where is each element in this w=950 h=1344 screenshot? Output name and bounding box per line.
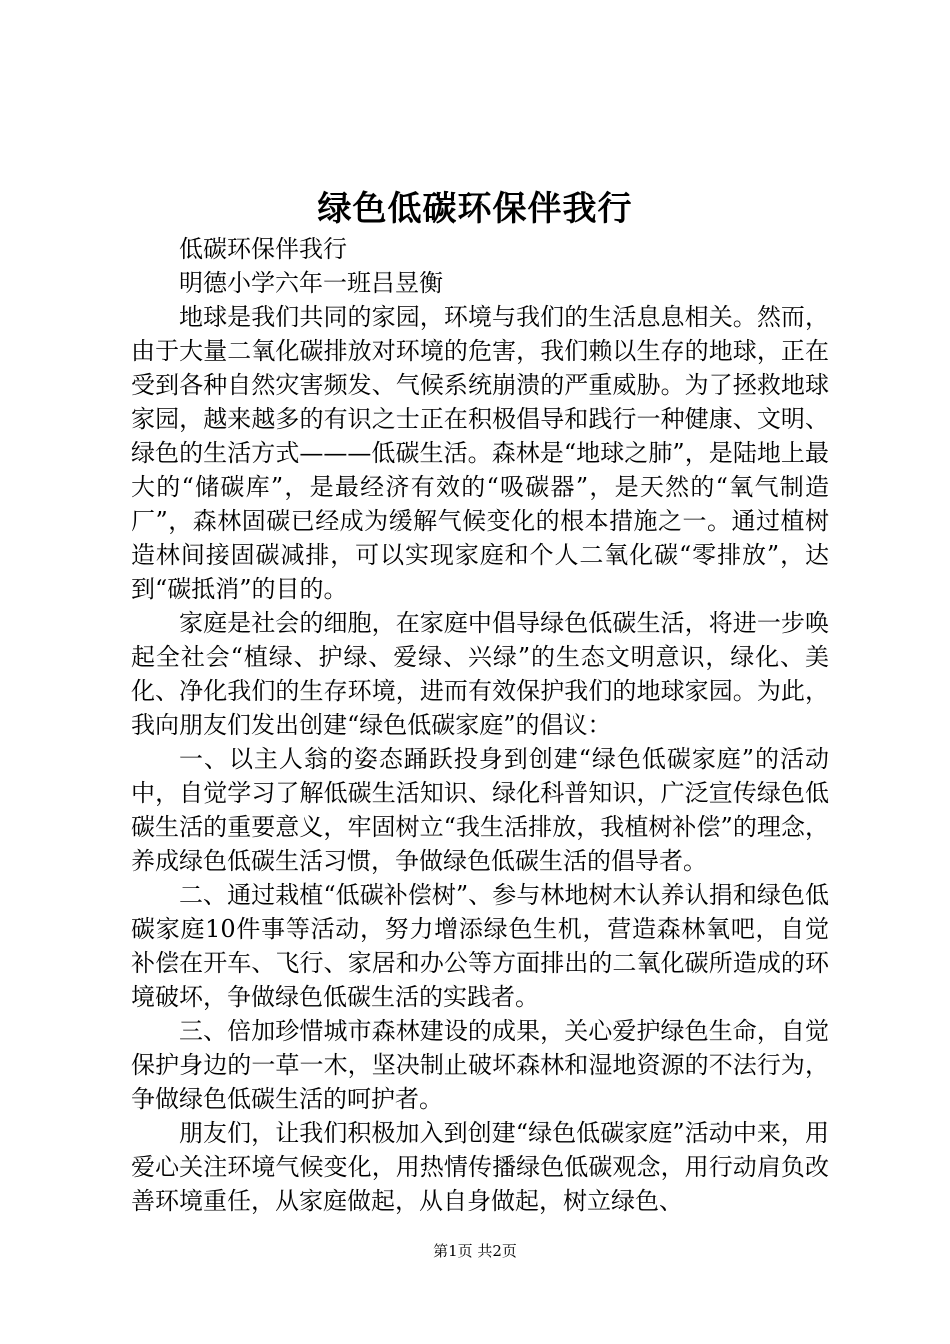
paragraph: 二、通过栽植“低碳补偿树”、参与林地树木认养认捐和绿色低碳家庭10件事等活动，努力增添绿色生机，营造森林氧吧，自觉补偿在开车、飞行、家居和办公等方面排出的二氧化碳所造成的环境破坏，争做绿色低碳生活的实践者。 [131,881,829,1011]
document-body [131,232,829,1218]
author-line: 明德小学六年一班吕昱衡 [179,269,443,297]
page-footer: 第1页 共2页 [433,1242,517,1260]
paragraph: 地球是我们共同的家园，环境与我们的生活息息相关。然而，由于大量二氧化碳排放对环境的危害，我们赖以生存的地球，正在受到各种自然灾害频发、气候系统崩溃的严重威胁。为了拯救地球家园，越来越多的有识之士正在积极倡导和践行一种健康、文明、绿色的生活方式———低碳生活。森林是“地球之肺”，是陆地上最大的“储碳库”，是最经济有效的“吸碳器”，是天然的“氧气制造厂”，森林固碳已经成为缓解气候变化的根本措施之一。通过植树造林间接固碳减排，可以实现家庭和个人二氧化碳“零排放”，达到“碳抵消”的目的。 [131,303,829,603]
subtitle: 低碳环保伴我行 [179,235,347,263]
paragraph: 一、以主人翁的姿态踊跃投身到创建“绿色低碳家庭”的活动中，自觉学习了解低碳生活知识、绿化科普知识，广泛宣传绿色低碳生活的重要意义，牢固树立“我生活排放，我植树补偿”的理念，养成绿色低碳生活习惯，争做绿色低碳生活的倡导者。 [131,745,829,875]
paragraph: 家庭是社会的细胞，在家庭中倡导绿色低碳生活，将进一步唤起全社会“植绿、护绿、爱绿、兴绿”的生态文明意识，绿化、美化、净化我们的生存环境，进而有效保护我们的地球家园。为此，我向朋友们发出创建“绿色低碳家庭”的倡议： [131,609,829,739]
document-title: 绿色低碳环保伴我行 [317,189,633,229]
paragraph: 朋友们，让我们积极加入到创建“绿色低碳家庭”活动中来，用爱心关注环境气候变化，用热情传播绿色低碳观念，用行动肩负改善环境重任，从家庭做起，从自身做起，树立绿色、 [131,1119,829,1215]
paragraph: 三、倍加珍惜城市森林建设的成果，关心爱护绿色生命，自觉保护身边的一草一木，坚决制止破坏森林和湿地资源的不法行为，争做绿色低碳生活的呵护者。 [131,1017,829,1113]
